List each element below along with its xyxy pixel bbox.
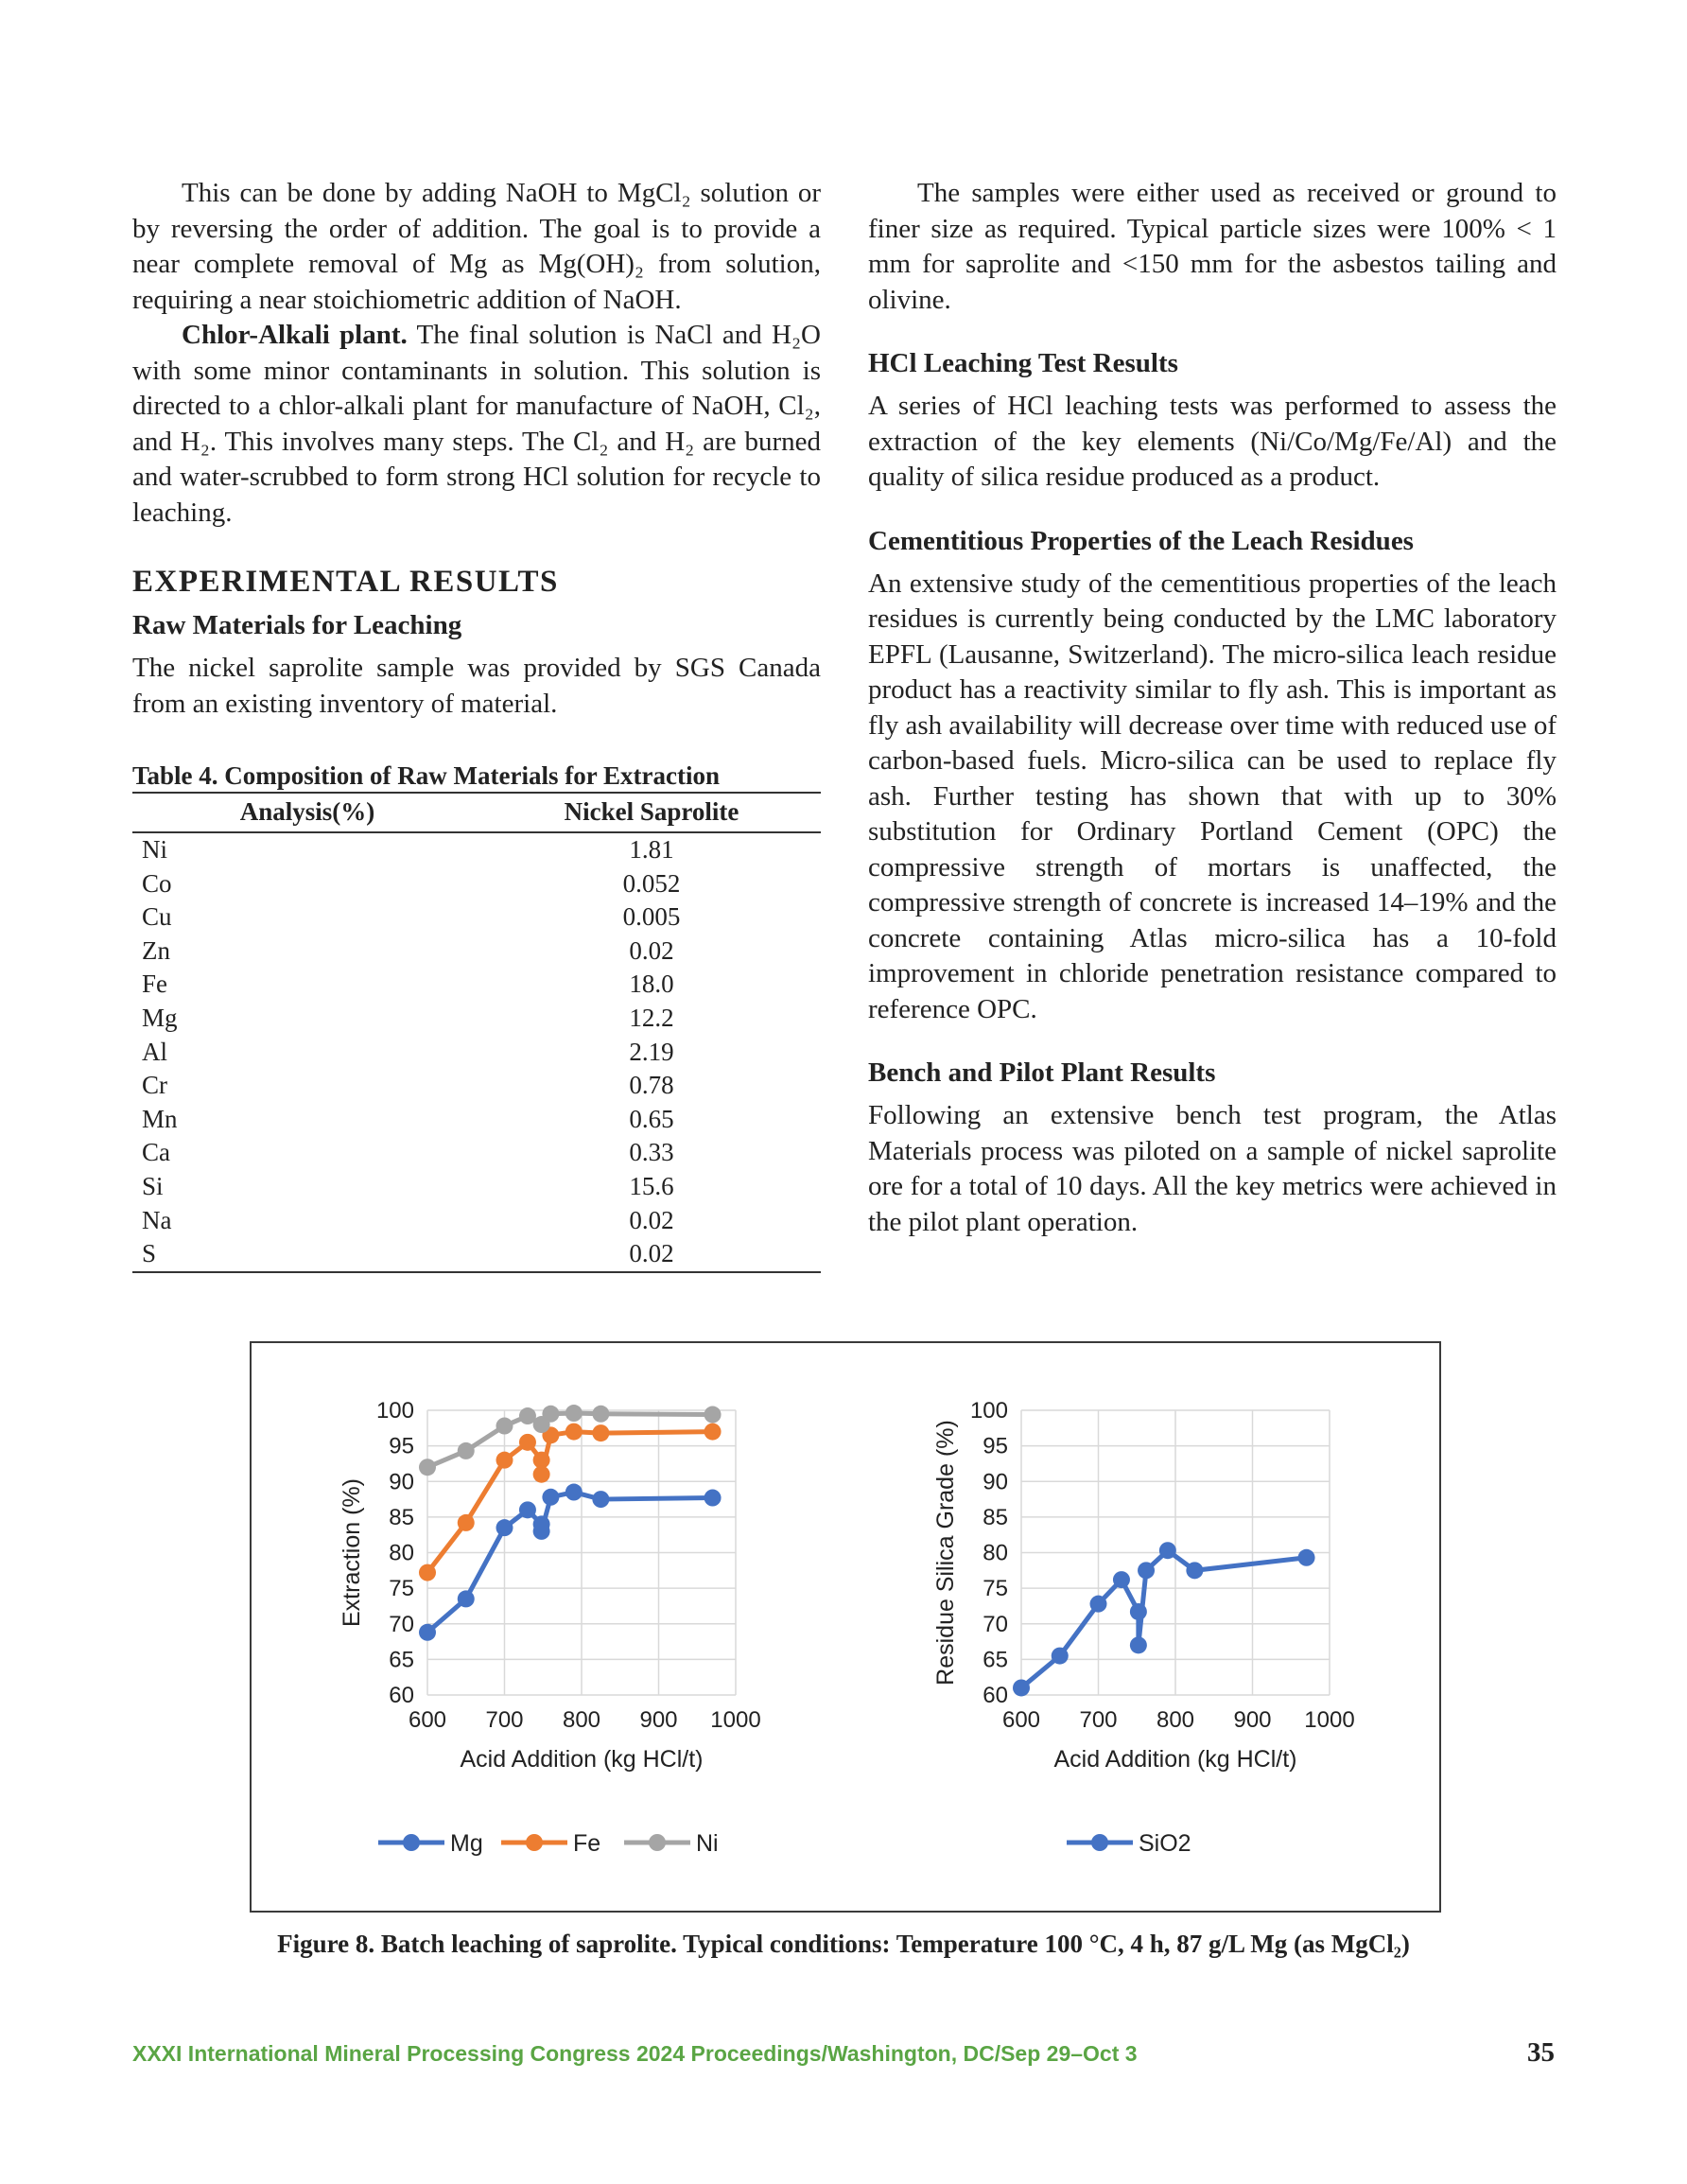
- table-cell: Fe: [142, 970, 167, 999]
- data-point-mg: [704, 1490, 722, 1507]
- paragraph: An extensive study of the cementitious properties of the leach residues is currently being conducted by the LMC laboratory EPFL (Lausanne, Switzerland). The micro-silica leach residue product has a reactivity similar to fly ash. This is important as fly ash availability will decrease over time with reduced use of carbon-based fuels. Micro-silica can be used to replace fly ash. Further testing has shown that with up to 30% substitution for Ordinary Portland Cement (OPC) the compressive strength of mortars is unaffected, the compressive strength of concrete is increased 14–19% and the concrete containing Atlas micro-silica has a 10-fold improvement in chloride penetration resistance compared to reference OPC.: [868, 568, 1557, 1024]
- data-point-sio2: [1130, 1603, 1147, 1620]
- table-cell: Cu: [142, 902, 172, 932]
- y-axis-label: Extraction (%): [339, 1478, 365, 1627]
- table-cell: 0.02: [629, 1205, 674, 1234]
- data-point-sio2: [1298, 1549, 1315, 1566]
- table-cell: Zn: [142, 935, 170, 965]
- table-row: [132, 832, 821, 867]
- legend-marker-sio2: [1091, 1834, 1108, 1851]
- table-row: [132, 935, 821, 969]
- x-tick-label: 900: [639, 1707, 678, 1733]
- table-row: [132, 1002, 821, 1036]
- table-cell: 1.81: [629, 835, 674, 864]
- x-tick-label: 700: [485, 1707, 524, 1733]
- x-tick-label: 800: [562, 1707, 601, 1733]
- table-cell: Ni: [142, 835, 167, 864]
- table-cell: 12.2: [629, 1003, 674, 1032]
- data-point-ni: [704, 1406, 722, 1424]
- y-tick-label: 60: [983, 1683, 1008, 1708]
- y-tick-label: 70: [389, 1611, 414, 1637]
- data-point-ni: [496, 1418, 513, 1435]
- footer-text: XXXI International Mineral Processing Congress 2024 Proceedings/Washington, DC/Sep 29–Oct 3: [132, 2041, 1138, 2066]
- data-point-mg: [533, 1523, 550, 1540]
- table-row: [132, 867, 821, 901]
- table-row: [132, 968, 821, 1002]
- table-row: [132, 1204, 821, 1238]
- data-point-fe: [592, 1424, 609, 1441]
- y-tick-label: 75: [983, 1576, 1008, 1602]
- data-point-mg: [419, 1624, 436, 1641]
- table-cell: Al: [142, 1037, 167, 1066]
- data-point-mg: [592, 1491, 609, 1508]
- table-row: [132, 1036, 821, 1070]
- table-cell: Mg: [142, 1003, 178, 1032]
- data-point-fe: [519, 1434, 536, 1451]
- table-cell: Cr: [142, 1071, 167, 1100]
- table-row: [132, 1237, 821, 1272]
- y-axis-label: Residue Silica Grade (%): [932, 1420, 959, 1686]
- data-point-mg: [496, 1519, 513, 1536]
- legend-label: Fe: [573, 1830, 601, 1857]
- table-header: Analysis(%): [132, 793, 482, 832]
- table-cell: Ca: [142, 1138, 170, 1167]
- subsection-title: Cementitious Properties of the Leach Residues: [868, 525, 1414, 556]
- data-point-fe: [419, 1564, 436, 1581]
- data-point-mg: [565, 1484, 583, 1501]
- y-tick-label: 100: [375, 1398, 414, 1424]
- paragraph: The samples were either used as received or ground to finer size as required. Typical particle sizes were 100% < 1 mm for saprolite and <150 mm for the asbestos tailing and olivine.: [868, 178, 1557, 315]
- data-point-fe: [565, 1424, 583, 1441]
- x-axis-label: Acid Addition (kg HCl/t): [460, 1746, 704, 1773]
- legend-marker-fe: [526, 1834, 543, 1851]
- data-point-fe: [458, 1514, 475, 1531]
- figure-caption: Figure 8. Batch leaching of saprolite. Typical conditions: Temperature 100 °C, 4 h, 87 g/L Mg (as MgCl₂): [277, 1930, 1410, 1958]
- data-point-mg: [458, 1590, 475, 1607]
- table-row: [132, 1103, 821, 1137]
- table-cell: 0.33: [629, 1138, 674, 1167]
- data-point-mg: [519, 1501, 536, 1518]
- table-caption: Table 4. Composition of Raw Materials for Extraction: [132, 761, 720, 790]
- table-cell: 0.65: [629, 1104, 674, 1133]
- data-point-ni: [565, 1405, 583, 1422]
- y-tick-label: 85: [983, 1504, 1008, 1530]
- x-tick-label: 600: [408, 1707, 447, 1733]
- x-tick-label: 700: [1079, 1707, 1118, 1733]
- paragraph: The nickel saprolite sample was provided by SGS Canada from an existing inventory of material.: [132, 653, 821, 719]
- table-row: [132, 1069, 821, 1103]
- figure-charts: [252, 1343, 1439, 1911]
- paragraph-lead: Chlor-Alkali plant.: [182, 320, 408, 350]
- data-point-sio2: [1013, 1679, 1030, 1696]
- subsection-title: Raw Materials for Leaching: [132, 610, 462, 640]
- data-point-ni: [592, 1406, 609, 1423]
- paragraph: [132, 318, 821, 531]
- table-cell: Co: [142, 868, 172, 898]
- figure-frame: [250, 1341, 1441, 1913]
- table-cell: Na: [142, 1205, 172, 1234]
- data-point-fe: [533, 1466, 550, 1483]
- data-point-ni: [419, 1459, 436, 1476]
- table-cell: 0.78: [629, 1071, 674, 1100]
- series-line-ni: [427, 1413, 713, 1467]
- data-point-sio2: [1186, 1562, 1203, 1579]
- legend-label: Mg: [450, 1830, 483, 1857]
- table-cell: 15.6: [629, 1171, 674, 1200]
- x-tick-label: 600: [1001, 1707, 1041, 1733]
- data-point-sio2: [1159, 1542, 1176, 1559]
- paragraph: This can be done by adding NaOH to MgCl₂ solution or by reversing the order of addition. The goal is to provide a near complete removal of Mg as Mg(OH)₂ from solution, requiring a near stoichiometric addition of NaOH.: [132, 178, 821, 315]
- paragraph: A series of HCl leaching tests was performed to assess the extraction of the key elements (Ni/Co/Mg/Fe/Al) and the quality of silica residue produced as a product.: [868, 391, 1557, 492]
- data-point-sio2: [1138, 1562, 1155, 1579]
- y-tick-label: 95: [983, 1433, 1008, 1459]
- legend-label: Ni: [696, 1830, 719, 1857]
- y-tick-label: 60: [389, 1683, 414, 1708]
- series-line-sio2: [1021, 1550, 1307, 1687]
- legend-marker-ni: [649, 1834, 666, 1851]
- x-tick-label: 900: [1233, 1707, 1272, 1733]
- data-point-sio2: [1130, 1636, 1147, 1653]
- paragraph: Following an extensive bench test program, the Atlas Materials process was piloted on a sample of nickel saprolite ore for a total of 10 days. All the key metrics were achieved in the pilot plant operation.: [868, 1100, 1557, 1237]
- table-header: Nickel Saprolite: [482, 793, 821, 832]
- data-point-fe: [704, 1424, 722, 1441]
- x-tick-label: 1000: [1304, 1707, 1355, 1733]
- section-title: EXPERIMENTAL RESULTS: [132, 565, 559, 599]
- data-point-sio2: [1090, 1596, 1107, 1613]
- y-tick-label: 75: [389, 1576, 414, 1602]
- composition-table: [132, 792, 821, 1273]
- data-point-sio2: [1052, 1648, 1069, 1665]
- table-cell: 2.19: [629, 1037, 674, 1066]
- y-tick-label: 65: [983, 1647, 1008, 1673]
- data-point-fe: [496, 1452, 513, 1469]
- table-cell: Si: [142, 1171, 164, 1200]
- y-tick-label: 100: [969, 1398, 1008, 1424]
- data-point-sio2: [1113, 1571, 1130, 1588]
- y-tick-label: 95: [389, 1433, 414, 1459]
- x-axis-label: Acid Addition (kg HCl/t): [1053, 1746, 1297, 1773]
- table-row: [132, 1170, 821, 1204]
- right-column: [868, 176, 1557, 1240]
- y-tick-label: 85: [389, 1504, 414, 1530]
- y-tick-label: 70: [983, 1611, 1008, 1637]
- y-tick-label: 90: [389, 1469, 414, 1495]
- y-tick-label: 65: [389, 1647, 414, 1673]
- data-point-ni: [458, 1442, 475, 1459]
- legend-label: SiO2: [1139, 1830, 1191, 1857]
- data-point-mg: [542, 1489, 559, 1506]
- page-number: 35: [1527, 2037, 1555, 2068]
- x-tick-label: 800: [1156, 1707, 1195, 1733]
- paragraph-body: The final solution is NaCl and H₂O with some minor contaminants in solution. This solution is directed to a chlor-alkali plant for manufacture of NaOH, Cl₂, and H₂. This involves many steps. The Cl₂ and H₂ are burned and water-scrubbed to form strong HCl solution for recycle to leaching.: [132, 320, 821, 528]
- table-cell: 0.005: [622, 902, 681, 932]
- left-column: [132, 176, 821, 1273]
- table-cell: Mn: [142, 1104, 178, 1133]
- legend-marker-mg: [403, 1834, 420, 1851]
- table-cell: S: [132, 1237, 482, 1272]
- table-cell: 18.0: [629, 970, 674, 999]
- subsection-title: HCl Leaching Test Results: [868, 348, 1178, 378]
- y-tick-label: 80: [389, 1540, 414, 1566]
- table-cell: 0.052: [622, 868, 681, 898]
- y-tick-label: 90: [983, 1469, 1008, 1495]
- table-row: [132, 1136, 821, 1170]
- y-tick-label: 80: [983, 1540, 1008, 1566]
- table-cell: 0.02: [482, 1237, 821, 1272]
- table-cell: 0.02: [629, 935, 674, 965]
- table-row: [132, 900, 821, 935]
- x-tick-label: 1000: [710, 1707, 761, 1733]
- subsection-title: Bench and Pilot Plant Results: [868, 1057, 1216, 1088]
- data-point-ni: [542, 1406, 559, 1423]
